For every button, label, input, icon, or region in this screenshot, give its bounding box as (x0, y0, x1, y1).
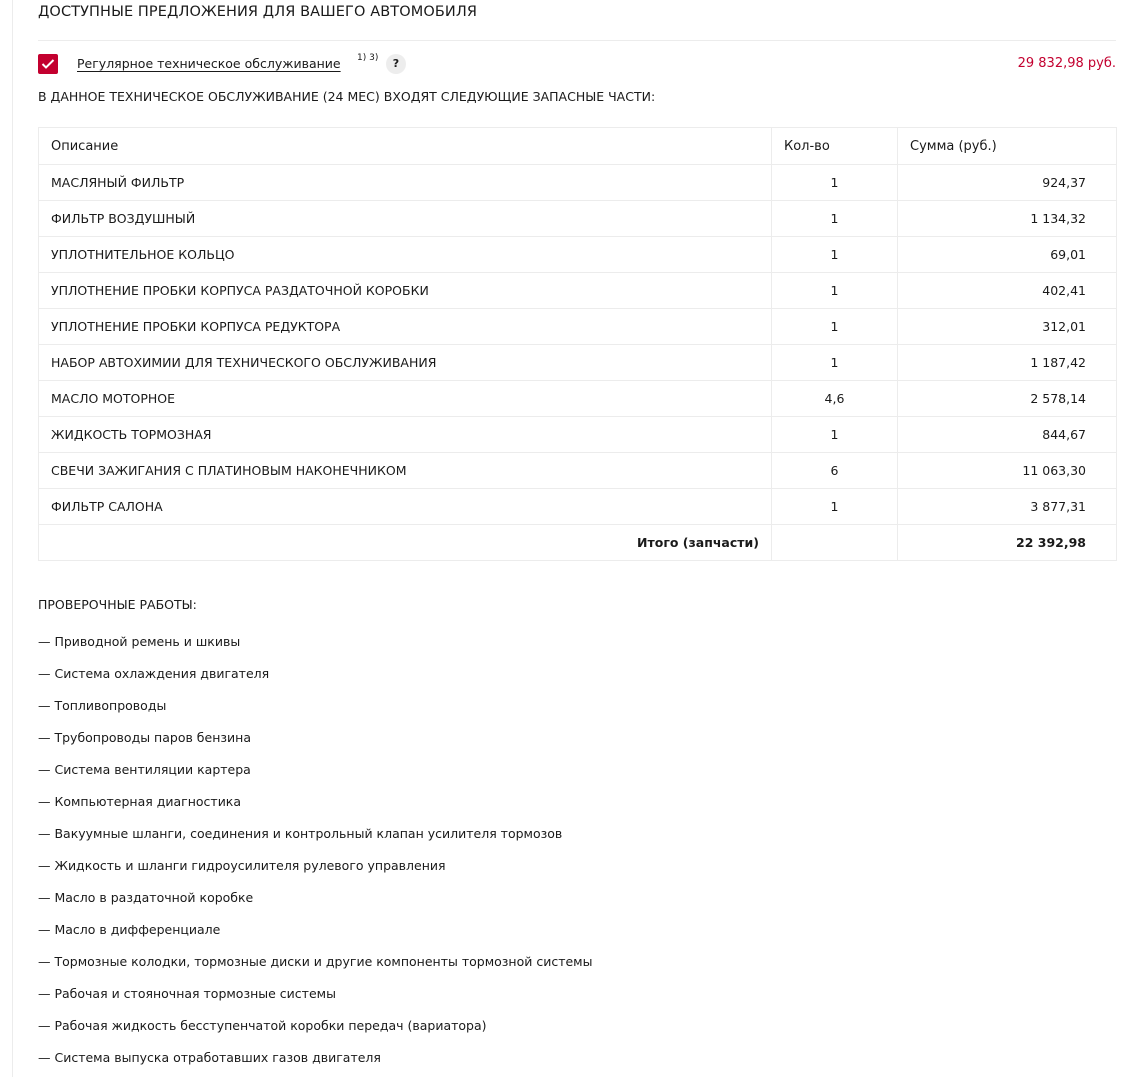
list-item: — Тормозные колодки, тормозные диски и другие компоненты тормозной системы (38, 954, 593, 969)
part-sum: 3 877,31 (898, 489, 1117, 525)
offer-footnote-refs: 1) 3) (357, 53, 379, 63)
table-row (39, 273, 1117, 309)
part-sum: 844,67 (898, 417, 1117, 453)
list-item: — Топливопроводы (38, 698, 167, 713)
total-sum: 22 392,98 (898, 525, 1117, 561)
list-item: — Масло в дифференциале (38, 922, 221, 937)
table-row (39, 237, 1117, 273)
list-item: — Система вентиляции картера (38, 762, 251, 777)
table-row (39, 345, 1117, 381)
offer-price: 29 832,98 руб. (1017, 56, 1116, 71)
table-total-row (39, 525, 1117, 561)
part-sum: 924,37 (898, 165, 1117, 201)
part-name: МАСЛЯНЫЙ ФИЛЬТР (39, 165, 772, 201)
part-qty: 1 (772, 273, 898, 309)
part-name: МАСЛО МОТОРНОЕ (39, 381, 772, 417)
column-header-qty: Кол-во (772, 128, 898, 165)
section-divider (38, 40, 1116, 41)
list-item: — Приводной ремень и шкивы (38, 634, 241, 649)
part-name: ФИЛЬТР САЛОНА (39, 489, 772, 525)
column-header-description: Описание (39, 128, 772, 165)
list-item: — Система охлаждения двигателя (38, 666, 270, 681)
section-title: ДОСТУПНЫЕ ПРЕДЛОЖЕНИЯ ДЛЯ ВАШЕГО АВТОМОБИЛЯ (38, 4, 478, 20)
part-sum: 11 063,30 (898, 453, 1117, 489)
list-item: — Масло в раздаточной коробке (38, 890, 254, 905)
left-border-line (12, 0, 13, 1077)
part-qty: 4,6 (772, 381, 898, 417)
checks-heading: ПРОВЕРОЧНЫЕ РАБОТЫ: (38, 597, 197, 612)
part-name: УПЛОТНЕНИЕ ПРОБКИ КОРПУСА РАЗДАТОЧНОЙ КОРОБКИ (39, 273, 772, 309)
list-item: — Рабочая и стояночная тормозные системы (38, 986, 336, 1001)
part-name: УПЛОТНЕНИЕ ПРОБКИ КОРПУСА РЕДУКТОРА (39, 309, 772, 345)
offer-name-link[interactable]: Регулярное техническое обслуживание (77, 56, 341, 71)
table-row (39, 489, 1117, 525)
table-row (39, 381, 1117, 417)
part-sum: 69,01 (898, 237, 1117, 273)
parts-table (38, 127, 1117, 561)
offer-row (38, 53, 1116, 77)
table-row (39, 417, 1117, 453)
part-qty: 1 (772, 309, 898, 345)
list-item: — Трубопроводы паров бензина (38, 730, 251, 745)
part-qty: 6 (772, 453, 898, 489)
list-item: — Система выпуска отработавших газов двигателя (38, 1050, 381, 1065)
part-name: НАБОР АВТОХИМИИ ДЛЯ ТЕХНИЧЕСКОГО ОБСЛУЖИВАНИЯ (39, 345, 772, 381)
table-row (39, 309, 1117, 345)
parts-heading: В ДАННОЕ ТЕХНИЧЕСКОЕ ОБСЛУЖИВАНИЕ (24 МЕС) ВХОДЯТ СЛЕДУЮЩИЕ ЗАПАСНЫЕ ЧАСТИ: (38, 89, 656, 104)
part-qty: 1 (772, 345, 898, 381)
column-header-sum: Сумма (руб.) (898, 128, 1117, 165)
part-name: УПЛОТНИТЕЛЬНОЕ КОЛЬЦО (39, 237, 772, 273)
part-sum: 1 187,42 (898, 345, 1117, 381)
table-row (39, 165, 1117, 201)
list-item: — Компьютерная диагностика (38, 794, 242, 809)
part-name: ЖИДКОСТЬ ТОРМОЗНАЯ (39, 417, 772, 453)
parts-table-body (39, 165, 1117, 525)
part-sum: 1 134,32 (898, 201, 1117, 237)
part-sum: 402,41 (898, 273, 1117, 309)
part-sum: 2 578,14 (898, 381, 1117, 417)
part-sum: 312,01 (898, 309, 1117, 345)
part-qty: 1 (772, 237, 898, 273)
table-row (39, 201, 1117, 237)
list-item: — Рабочая жидкость бесступенчатой коробки передач (вариатора) (38, 1018, 487, 1033)
part-name: СВЕЧИ ЗАЖИГАНИЯ С ПЛАТИНОВЫМ НАКОНЕЧНИКОМ (39, 453, 772, 489)
part-qty: 1 (772, 489, 898, 525)
total-label: Итого (запчасти) (39, 525, 772, 561)
checkmark-icon (41, 58, 55, 70)
checks-list (38, 626, 592, 1074)
part-name: ФИЛЬТР ВОЗДУШНЫЙ (39, 201, 772, 237)
part-qty: 1 (772, 165, 898, 201)
part-qty: 1 (772, 201, 898, 237)
question-icon[interactable]: ? (386, 54, 406, 74)
total-qty-cell (772, 525, 898, 561)
table-header-row (39, 128, 1117, 165)
offer-checkbox[interactable] (38, 54, 58, 74)
list-item: — Жидкость и шланги гидроусилителя рулевого управления (38, 858, 446, 873)
part-qty: 1 (772, 417, 898, 453)
table-row (39, 453, 1117, 489)
list-item: — Вакуумные шланги, соединения и контрольный клапан усилителя тормозов (38, 826, 563, 841)
